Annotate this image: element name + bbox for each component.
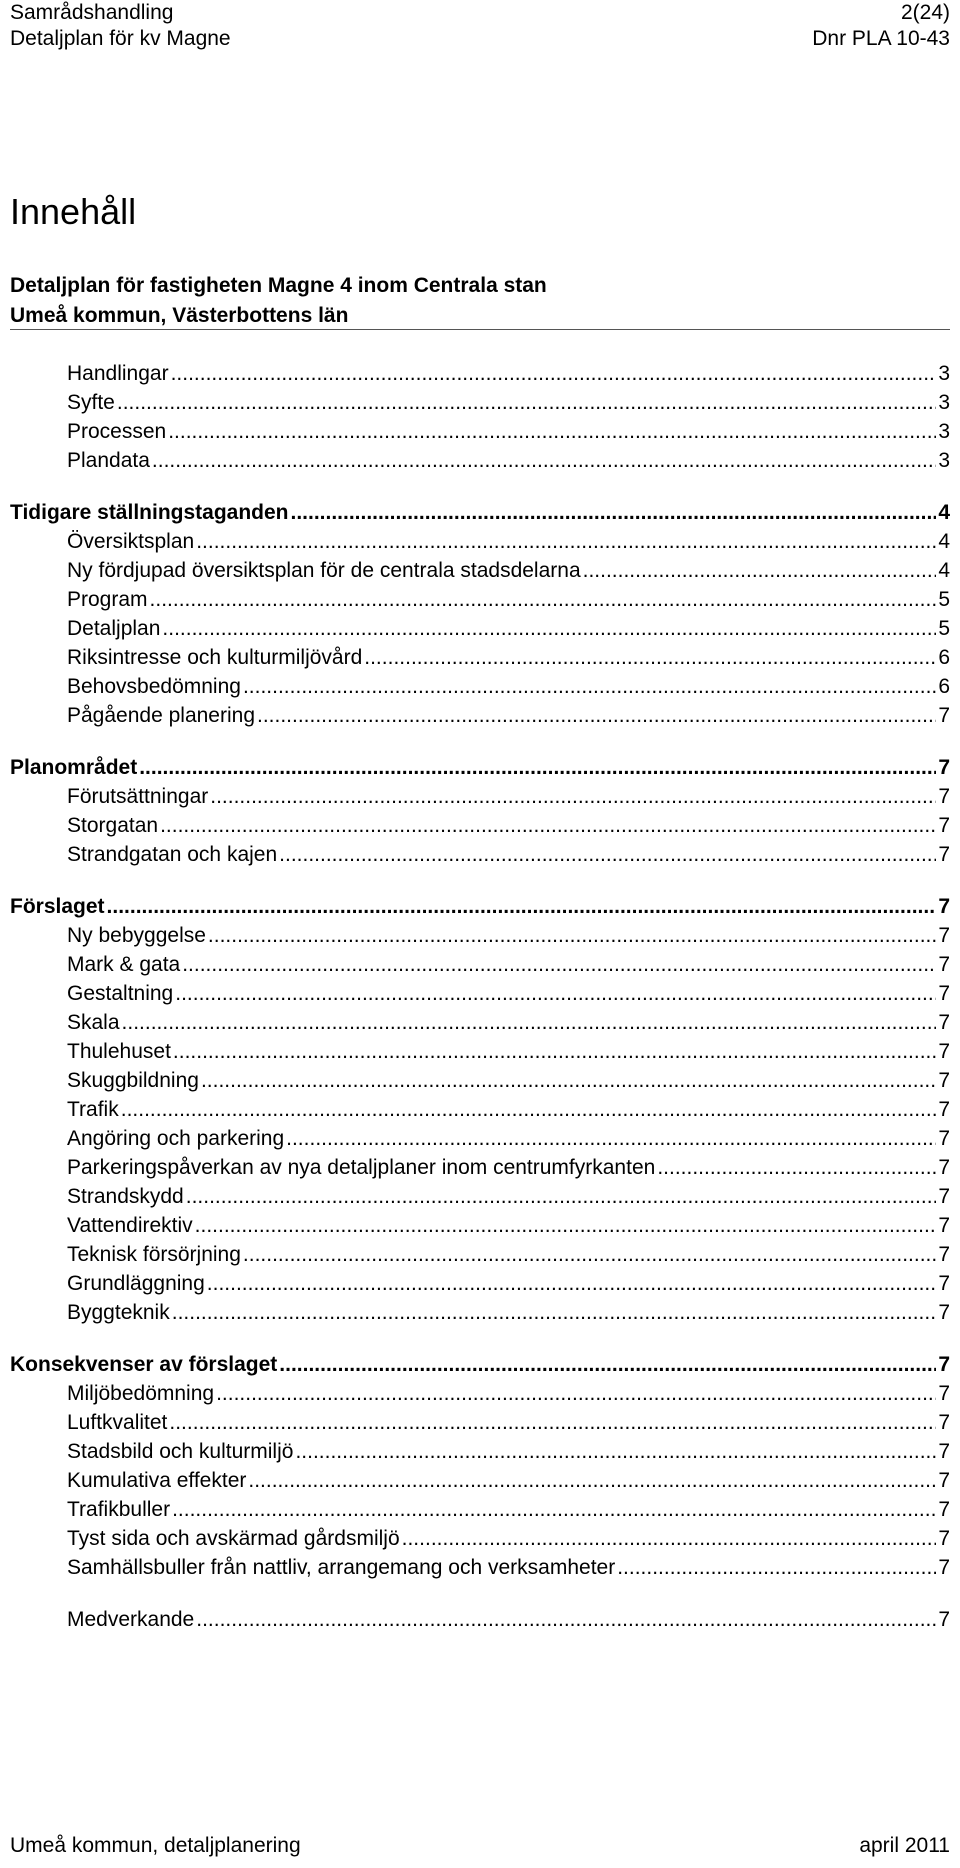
toc-dot-leader xyxy=(196,527,936,556)
toc-dot-leader xyxy=(162,614,936,643)
toc-entry-page: 7 xyxy=(938,1527,950,1550)
toc-dot-leader xyxy=(210,782,936,811)
toc-entry-page: 7 xyxy=(938,1127,950,1150)
toc-dot-leader xyxy=(657,1153,936,1182)
toc-dot-leader xyxy=(402,1524,937,1553)
toc-entry-page: 7 xyxy=(938,924,950,947)
toc-entry[interactable] xyxy=(10,1466,950,1495)
toc-entry-title: Grundläggning xyxy=(67,1272,205,1295)
toc-entry-page: 7 xyxy=(938,704,950,727)
subtitle-line-1: Detaljplan för fastigheten Magne 4 inom Centrala stan xyxy=(10,274,547,297)
toc-entry-page: 7 xyxy=(938,895,950,918)
toc-entry-page: 7 xyxy=(938,1214,950,1237)
toc-dot-leader xyxy=(169,1408,936,1437)
toc-entry[interactable] xyxy=(10,950,950,979)
toc-entry-title: Syfte xyxy=(67,391,115,414)
toc-entry[interactable] xyxy=(10,556,950,585)
toc-entry-title: Teknisk försörjning xyxy=(67,1243,241,1266)
toc-entry-page: 7 xyxy=(938,982,950,1005)
toc-entry-page: 7 xyxy=(938,1156,950,1179)
toc-entry-title: Planområdet xyxy=(10,756,138,779)
toc-dot-leader xyxy=(150,585,937,614)
toc-dot-leader xyxy=(195,1211,937,1240)
toc-entry[interactable] xyxy=(10,701,950,730)
toc-entry-title: Ny fördjupad översiktsplan för de centrala stadsdelarna xyxy=(67,559,581,582)
toc-entry-title: Program xyxy=(67,588,148,611)
toc-dot-leader xyxy=(248,1466,936,1495)
toc-entry-page: 7 xyxy=(938,1069,950,1092)
toc-entry[interactable] xyxy=(10,1379,950,1408)
toc-dot-leader xyxy=(117,388,936,417)
document-name: Detaljplan för kv Magne xyxy=(10,27,231,50)
toc-entry-page: 7 xyxy=(938,1411,950,1434)
toc-entry-page: 6 xyxy=(938,646,950,669)
toc-entry[interactable] xyxy=(10,1495,950,1524)
toc-dot-leader xyxy=(139,753,936,782)
toc-entry-title: Luftkvalitet xyxy=(67,1411,168,1434)
toc-entry[interactable] xyxy=(10,979,950,1008)
toc-dot-leader xyxy=(168,417,936,446)
toc-entry[interactable] xyxy=(10,1095,950,1124)
toc-entry-page: 3 xyxy=(938,391,950,414)
toc-entry-title: Kumulativa effekter xyxy=(67,1469,247,1492)
toc-entry[interactable] xyxy=(10,892,950,921)
subtitle-line-2: Umeå kommun, Västerbottens län xyxy=(10,304,349,327)
toc-dot-leader xyxy=(186,1182,937,1211)
toc-entry[interactable] xyxy=(10,417,950,446)
toc-entry[interactable] xyxy=(10,1124,950,1153)
toc-entry[interactable] xyxy=(10,782,950,811)
toc-entry[interactable] xyxy=(10,840,950,869)
toc-dot-leader xyxy=(243,1240,936,1269)
toc-entry-title: Ny bebyggelse xyxy=(67,924,206,947)
toc-entry-page: 4 xyxy=(938,501,950,524)
page-number: 2(24) xyxy=(900,1,950,24)
toc-entry[interactable] xyxy=(10,811,950,840)
toc-entry-page: 7 xyxy=(938,1608,950,1631)
toc-dot-leader xyxy=(121,1095,937,1124)
toc-entry-title: Storgatan xyxy=(67,814,159,837)
toc-dot-leader xyxy=(364,643,936,672)
toc-entry-page: 7 xyxy=(938,953,950,976)
toc-entry[interactable] xyxy=(10,1350,950,1379)
toc-entry[interactable] xyxy=(10,1153,950,1182)
toc-dot-leader xyxy=(286,1124,936,1153)
toc-entry[interactable] xyxy=(10,1240,950,1269)
toc-entry-page: 7 xyxy=(938,1498,950,1521)
toc-dot-leader xyxy=(160,811,936,840)
toc-entry-title: Behovsbedömning xyxy=(67,675,241,698)
toc-entry[interactable] xyxy=(10,614,950,643)
toc-dot-leader xyxy=(216,1379,936,1408)
toc-dot-leader xyxy=(201,1066,936,1095)
toc-entry[interactable] xyxy=(10,1008,950,1037)
toc-dot-leader xyxy=(152,446,936,475)
toc-dot-leader xyxy=(279,1350,936,1379)
toc-entry-title: Konsekvenser av förslaget xyxy=(10,1353,278,1376)
toc-entry-title: Riksintresse och kulturmiljövård xyxy=(67,646,363,669)
toc-entry-page: 7 xyxy=(938,1011,950,1034)
toc-dot-leader xyxy=(173,1037,936,1066)
toc-entry[interactable] xyxy=(10,643,950,672)
toc-entry-page: 4 xyxy=(938,530,950,553)
toc-entry-title: Parkeringspåverkan av nya detaljplaner inom centrumfyrkanten xyxy=(67,1156,656,1179)
toc-entry-title: Strandskydd xyxy=(67,1185,184,1208)
toc-entry-title: Medverkande xyxy=(67,1608,195,1631)
toc-dot-leader xyxy=(295,1437,936,1466)
toc-entry[interactable] xyxy=(10,1437,950,1466)
table-of-contents xyxy=(10,359,950,1634)
toc-entry[interactable] xyxy=(10,527,950,556)
toc-entry-title: Detaljplan xyxy=(67,617,161,640)
toc-entry-title: Översiktsplan xyxy=(67,530,195,553)
toc-entry[interactable] xyxy=(10,753,950,782)
toc-entry[interactable] xyxy=(10,446,950,475)
toc-entry[interactable] xyxy=(10,1037,950,1066)
toc-entry[interactable] xyxy=(10,1269,950,1298)
toc-entry[interactable] xyxy=(10,1408,950,1437)
title-divider xyxy=(10,329,950,330)
toc-entry-title: Mark & gata xyxy=(67,953,181,976)
toc-entry-title: Strandgatan och kajen xyxy=(67,843,278,866)
toc-entry-page: 7 xyxy=(938,1098,950,1121)
toc-entry-title: Stadsbild och kulturmiljö xyxy=(67,1440,294,1463)
toc-entry-title: Tyst sida och avskärmad gårdsmiljö xyxy=(67,1527,400,1550)
toc-entry-page: 7 xyxy=(938,814,950,837)
toc-entry-title: Skala xyxy=(67,1011,120,1034)
toc-entry-page: 7 xyxy=(938,1440,950,1463)
toc-entry-title: Skuggbildning xyxy=(67,1069,199,1092)
toc-entry-title: Plandata xyxy=(67,449,150,472)
toc-entry-page: 7 xyxy=(938,1272,950,1295)
toc-entry-page: 7 xyxy=(938,1382,950,1405)
toc-entry[interactable] xyxy=(10,388,950,417)
toc-entry-page: 3 xyxy=(938,420,950,443)
toc-entry-title: Byggteknik xyxy=(67,1301,170,1324)
toc-entry-title: Vattendirektiv xyxy=(67,1214,193,1237)
toc-dot-leader xyxy=(207,1269,937,1298)
toc-entry-title: Pågående planering xyxy=(67,704,255,727)
toc-entry-page: 7 xyxy=(938,1040,950,1063)
toc-dot-leader xyxy=(208,921,936,950)
toc-dot-leader xyxy=(279,840,936,869)
toc-entry[interactable] xyxy=(10,1182,950,1211)
toc-dot-leader xyxy=(583,556,937,585)
footer-date: april 2011 xyxy=(859,1834,950,1857)
page-header xyxy=(10,0,950,52)
toc-entry-page: 7 xyxy=(938,1556,950,1579)
toc-dot-leader xyxy=(257,701,936,730)
toc-dot-leader xyxy=(182,950,936,979)
toc-dot-leader xyxy=(196,1605,936,1634)
toc-dot-leader xyxy=(171,359,937,388)
toc-entry[interactable] xyxy=(10,1298,950,1327)
toc-entry[interactable] xyxy=(10,585,950,614)
page-title: Innehåll xyxy=(10,191,137,232)
toc-dot-leader xyxy=(107,892,937,921)
toc-entry-page: 7 xyxy=(938,1469,950,1492)
toc-entry-page: 5 xyxy=(938,588,950,611)
toc-entry-page: 7 xyxy=(938,1243,950,1266)
toc-entry-page: 7 xyxy=(938,1353,950,1376)
toc-entry-page: 5 xyxy=(938,617,950,640)
toc-entry-title: Förslaget xyxy=(10,895,105,918)
toc-entry[interactable] xyxy=(10,498,950,527)
footer-organization: Umeå kommun, detaljplanering xyxy=(10,1834,301,1857)
toc-entry-title: Miljöbedömning xyxy=(67,1382,215,1405)
toc-entry[interactable] xyxy=(10,1553,950,1582)
toc-entry-title: Tidigare ställningstaganden xyxy=(10,501,289,524)
toc-entry[interactable] xyxy=(10,672,950,701)
toc-entry-page: 7 xyxy=(938,1185,950,1208)
header-row-1 xyxy=(10,0,950,26)
registration-number: Dnr PLA 10-43 xyxy=(812,27,950,50)
toc-entry-title: Angöring och parkering xyxy=(67,1127,285,1150)
toc-dot-leader xyxy=(175,979,936,1008)
toc-entry-title: Samhällsbuller från nattliv, arrangemang och verksamheter xyxy=(67,1556,616,1579)
toc-entry[interactable] xyxy=(10,921,950,950)
toc-entry-page: 4 xyxy=(938,559,950,582)
toc-entry-title: Processen xyxy=(67,420,167,443)
toc-entry[interactable] xyxy=(10,1605,950,1634)
toc-entry[interactable] xyxy=(10,1524,950,1553)
toc-entry-title: Handlingar xyxy=(67,362,169,385)
toc-entry-page: 7 xyxy=(938,756,950,779)
plan-subtitle xyxy=(10,271,950,331)
toc-entry-page: 6 xyxy=(938,675,950,698)
toc-entry-page: 7 xyxy=(938,785,950,808)
page-footer xyxy=(10,1832,950,1860)
header-row-2 xyxy=(10,26,950,52)
toc-entry-title: Förutsättningar xyxy=(67,785,209,808)
toc-entry-page: 7 xyxy=(938,1301,950,1324)
toc-entry[interactable] xyxy=(10,1066,950,1095)
toc-entry-title: Trafik xyxy=(67,1098,119,1121)
toc-entry-title: Gestaltning xyxy=(67,982,174,1005)
document-status: Samrådshandling xyxy=(10,1,174,24)
toc-entry-title: Trafikbuller xyxy=(67,1498,171,1521)
toc-dot-leader xyxy=(243,672,936,701)
toc-dot-leader xyxy=(172,1298,937,1327)
toc-entry[interactable] xyxy=(10,359,950,388)
toc-entry-title: Thulehuset xyxy=(67,1040,171,1063)
toc-dot-leader xyxy=(617,1553,936,1582)
toc-entry-page: 3 xyxy=(938,449,950,472)
toc-entry[interactable] xyxy=(10,1211,950,1240)
toc-dot-leader xyxy=(122,1008,937,1037)
toc-entry-page: 7 xyxy=(938,843,950,866)
toc-dot-leader xyxy=(172,1495,936,1524)
toc-entry-page: 3 xyxy=(938,362,950,385)
toc-dot-leader xyxy=(291,498,937,527)
